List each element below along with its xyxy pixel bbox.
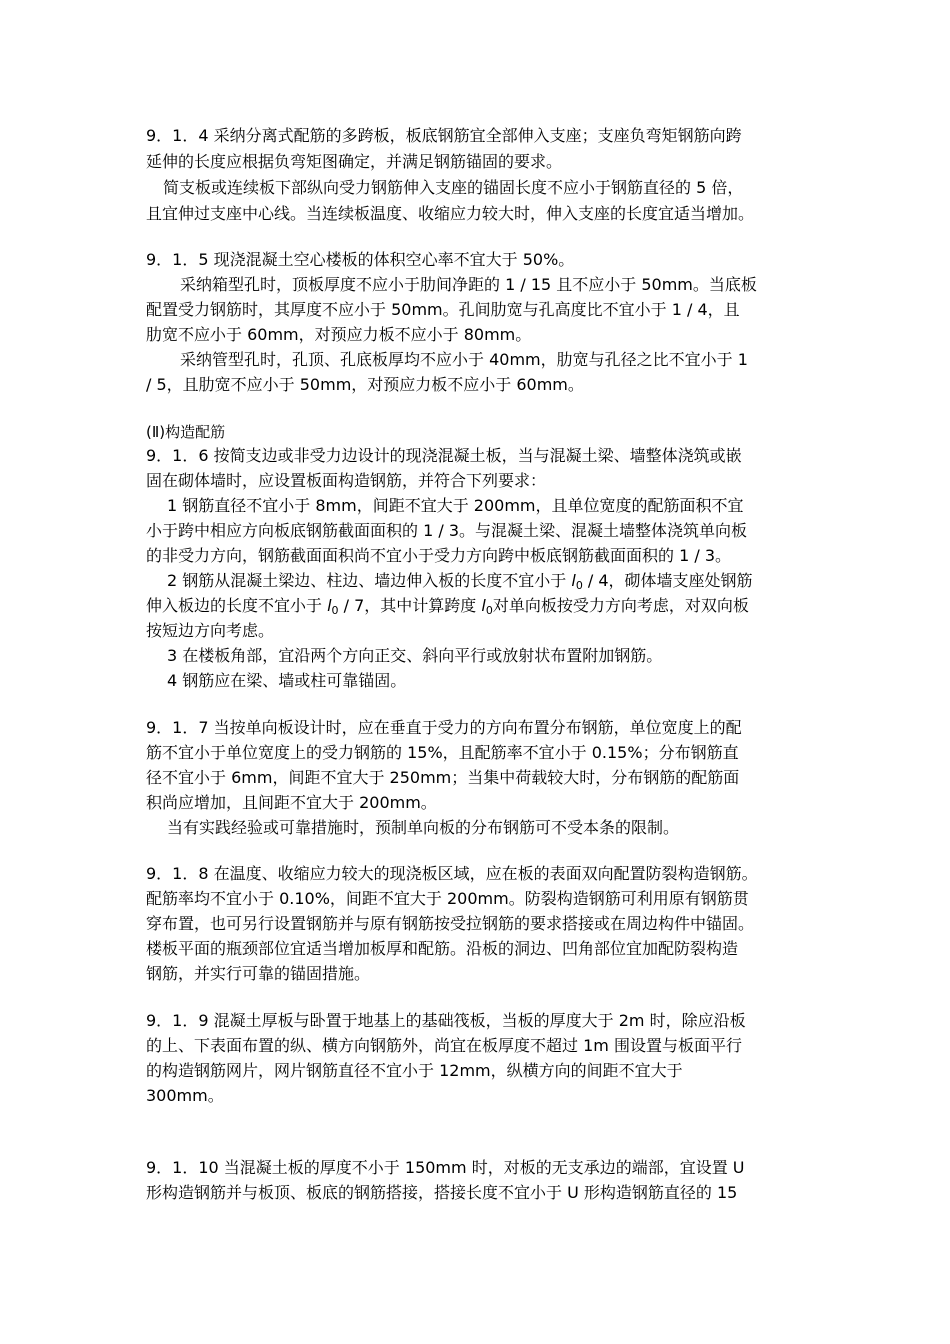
clause-9-1-5-line-1: 9．1．5 现浇混凝土空心楼板的体积空心率不宜大于 50%。 <box>146 250 575 269</box>
clause-9-1-8-line-3: 穿布置，也可另行设置钢筋并与原有钢筋按受拉钢筋的要求搭接或在周边构件中锚固。 <box>146 914 755 933</box>
clause-9-1-4-line-2: 延伸的长度应根据负弯矩图确定，并满足钢筋锚固的要求。 <box>146 152 563 171</box>
clause-9-1-6-item-3: 3 在楼板角部，宜沿两个方向正交、斜向平行或放射状布置附加钢筋。 <box>167 646 663 665</box>
span-symbol-subscript: 0 <box>331 604 339 617</box>
clause-9-1-9-line-2: 的上、下表面布置的纵、横方向钢筋外，尚宜在板厚度不超过 1m 围设置与板面平行 <box>146 1036 742 1055</box>
clause-9-1-8-line-2: 配筋率均不宜小于 0.10%，间距不宜大于 200mm。防裂构造钢筋可利用原有钢筋贯 <box>146 889 749 908</box>
clause-9-1-7-line-2: 筋不宜小于单位宽度上的受力钢筋的 15%，且配筋率不宜小于 0.15%；分布钢筋直 <box>146 743 739 762</box>
clause-9-1-5-line-2: 采纳箱型孔时，顶板厚度不应小于肋间净距的 1 / 15 且不应小于 50mm。当底板 <box>180 275 757 294</box>
span-symbol: l <box>327 596 332 615</box>
span-symbol: l <box>571 571 576 590</box>
section-heading: (Ⅱ)构造配筋 <box>146 423 226 441</box>
text-segment: / 7，其中计算跨度 <box>338 596 482 615</box>
clause-9-1-7-line-4: 积尚应增加，且间距不宜大于 200mm。 <box>146 793 437 812</box>
clause-9-1-7-line-1: 9．1．7 当按单向板设计时，应在垂直于受力的方向布置分布钢筋，单位宽度上的配 <box>146 718 742 737</box>
clause-9-1-5-line-4: 肋宽不应小于 60mm，对预应力板不应小于 80mm。 <box>146 325 532 344</box>
span-symbol-subscript: 0 <box>575 579 583 592</box>
clause-9-1-5-line-3: 配置受力钢筋时，其厚度不应小于 50mm。孔间肋宽与孔高度比不宜小于 1 / 4，且 <box>146 300 740 319</box>
clause-9-1-6-item-1-line-3: 的非受力方向，钢筋截面面积尚不宜小于受力方向跨中板底钢筋截面面积的 1 / 3。 <box>146 546 732 565</box>
clause-9-1-4-line-3: 简支板或连续板下部纵向受力钢筋伸入支座的锚固长度不应小于钢筋直径的 5 倍， <box>163 178 744 197</box>
clause-9-1-8-line-5: 钢筋，并实行可靠的锚固措施。 <box>146 964 371 983</box>
clause-9-1-9-line-1: 9．1．9 混凝土厚板与卧置于地基上的基础筏板，当板的厚度大于 2m 时，除应沿板 <box>146 1011 746 1030</box>
clause-9-1-6-item-4: 4 钢筋应在梁、墙或柱可靠锚固。 <box>167 671 407 690</box>
clause-9-1-9-line-4: 300mm。 <box>146 1086 224 1105</box>
clause-9-1-6-item-2-line-3: 按短边方向考虑。 <box>146 621 275 640</box>
clause-9-1-6-item-1-line-2: 小于跨中相应方向板底钢筋截面面积的 1 / 3。与混凝土梁、混凝土墙整体浇筑单向板 <box>146 521 748 540</box>
clause-9-1-6-line-1: 9．1．6 按简支边或非受力边设计的现浇混凝土板，当与混凝土梁、墙整体浇筑或嵌 <box>146 446 742 465</box>
clause-9-1-6-line-2: 固在砌体墙时，应设置板面构造钢筋，并符合下列要求： <box>146 471 547 490</box>
clause-9-1-5-line-6: / 5，且肋宽不应小于 50mm，对预应力板不应小于 60mm。 <box>146 375 584 394</box>
clause-9-1-8-line-4: 楼板平面的瓶颈部位宜适当增加板厚和配筋。沿板的洞边、凹角部位宜加配防裂构造 <box>146 939 739 958</box>
clause-9-1-5-line-5: 采纳管型孔时，孔顶、孔底板厚均不应小于 40mm，肋宽与孔径之比不宜小于 1 <box>180 350 748 369</box>
text-segment: 伸入板边的长度不宜小于 <box>146 596 328 615</box>
clause-9-1-7-line-5: 当有实践经验或可靠措施时，预制单向板的分布钢筋可不受本条的限制。 <box>167 818 680 837</box>
span-symbol-subscript: 0 <box>485 604 493 617</box>
clause-9-1-6-item-1-line-1: 1 钢筋直径不宜小于 8mm，间距不宜大于 200mm，且单位宽度的配筋面积不宜 <box>167 496 744 515</box>
clause-9-1-9-line-3: 的构造钢筋网片，网片钢筋直径不宜小于 12mm，纵横方向的间距不宜大于 <box>146 1061 683 1080</box>
clause-9-1-7-line-3: 径不宜小于 6mm，间距不宜大于 250mm；当集中荷载较大时，分布钢筋的配筋面 <box>146 768 740 787</box>
clause-9-1-4-line-1: 9．1．4 采纳分离式配筋的多跨板，板底钢筋宜全部伸入支座；支座负弯矩钢筋向跨 <box>146 126 742 145</box>
clause-9-1-8-line-1: 9．1．8 在温度、收缩应力较大的现浇板区域，应在板的表面双向配置防裂构造钢筋。 <box>146 864 758 883</box>
clause-9-1-10-line-1: 9．1．10 当混凝土板的厚度不小于 150mm 时，对板的无支承边的端部，宜设置 U <box>146 1158 745 1177</box>
clause-9-1-10-line-2: 形构造钢筋并与板顶、板底的钢筋搭接，搭接长度不宜小于 U 形构造钢筋直径的 15 <box>146 1183 738 1202</box>
clause-9-1-4-line-4: 且宜伸过支座中心线。当连续板温度、收缩应力较大时，伸入支座的长度宜适当增加。 <box>146 204 755 223</box>
span-symbol: l <box>481 596 486 615</box>
text-segment: 2 钢筋从混凝土梁边、柱边、墙边伸入板的长度不宜小于 <box>167 571 572 590</box>
text-segment: 对单向板按受力方向考虑，对双向板 <box>492 596 749 615</box>
text-segment: / 4，砌体墙支座处钢筋 <box>582 571 753 590</box>
